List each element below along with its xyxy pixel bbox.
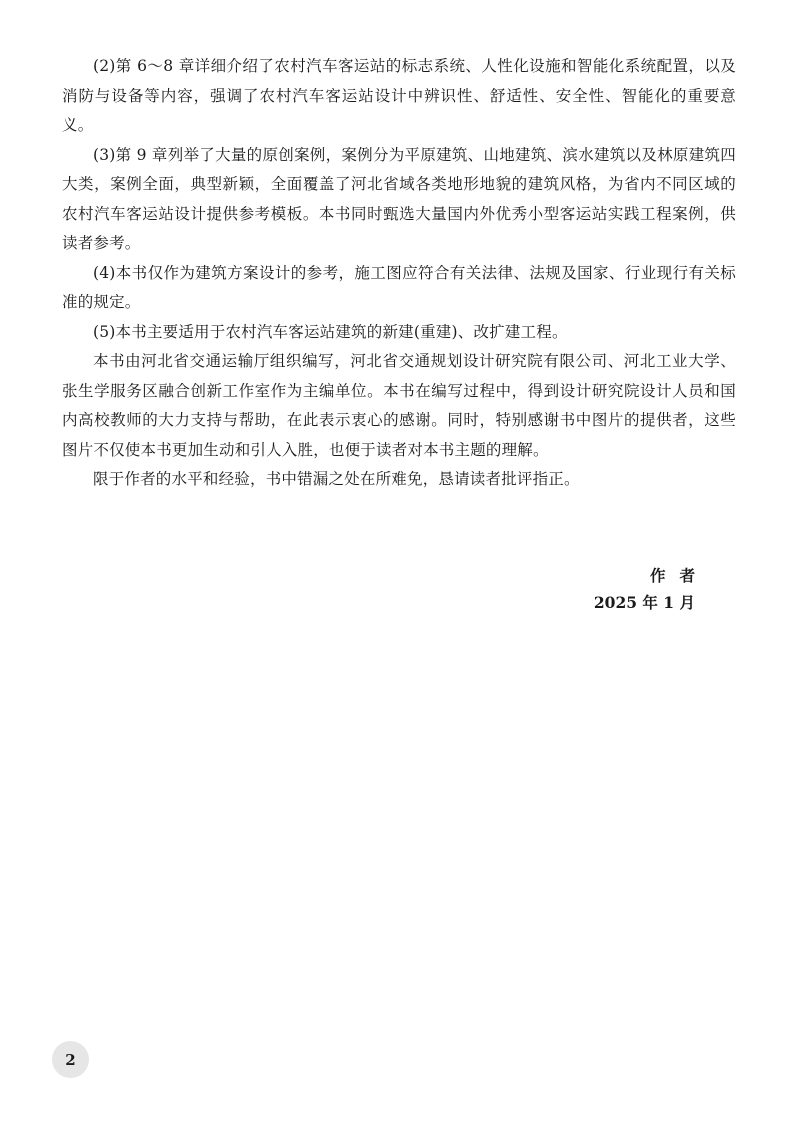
- signature-date: 2025 年 1 月: [593, 593, 695, 612]
- paragraph-closing: 限于作者的水平和经验，书中错漏之处在所难免，恳请读者批评指正。: [93, 470, 580, 488]
- page-number-badge: [52, 1041, 89, 1078]
- paragraph-item-2: (2)第 6～8 章详细介绍了农村汽车客运站的标志系统、人性化设施和智能化系统配置，以及消防与设备等内容，强调了农村汽车客运站设计中辨识性、舒适性、安全性、智能化的重要意义。: [62, 57, 736, 134]
- preface-body: [62, 52, 736, 495]
- paragraph-item-3: (3)第 9 章列举了大量的原创案例，案例分为平原建筑、山地建筑、滨水建筑以及林原建筑四大类，案例全面，典型新颖，全面覆盖了河北省域各类地形地貌的建筑风格，为省内不同区域的农村汽车客运站设计提供参考模板。本书同时甄选大量国内外优秀小型客运站实践工程案例，供读者参考。: [62, 145, 736, 252]
- paragraph-item-4: (4)本书仅作为建筑方案设计的参考，施工图应符合有关法律、法规及国家、行业现行有关标准的规定。: [62, 263, 736, 311]
- paragraph-acknowledgement: 本书由河北省交通运输厅组织编写，河北省交通规划设计研究院有限公司、河北工业大学、张生学服务区融合创新工作室作为主编单位。本书在编写过程中，得到设计研究院设计人员和国内高校教师的大力支持与帮助，在此表示衷心的感谢。同时，特别感谢书中图片的提供者，这些图片不仅使本书更加生动和引人入胜，也便于读者对本书主题的理解。: [62, 352, 736, 459]
- page-number: 2: [65, 1050, 76, 1069]
- paragraph-item-5: (5)本书主要适用于农村汽车客运站建筑的新建(重建)、改扩建工程。: [93, 322, 568, 341]
- signature-author: 作者: [649, 566, 709, 585]
- signature-block: [593, 562, 709, 616]
